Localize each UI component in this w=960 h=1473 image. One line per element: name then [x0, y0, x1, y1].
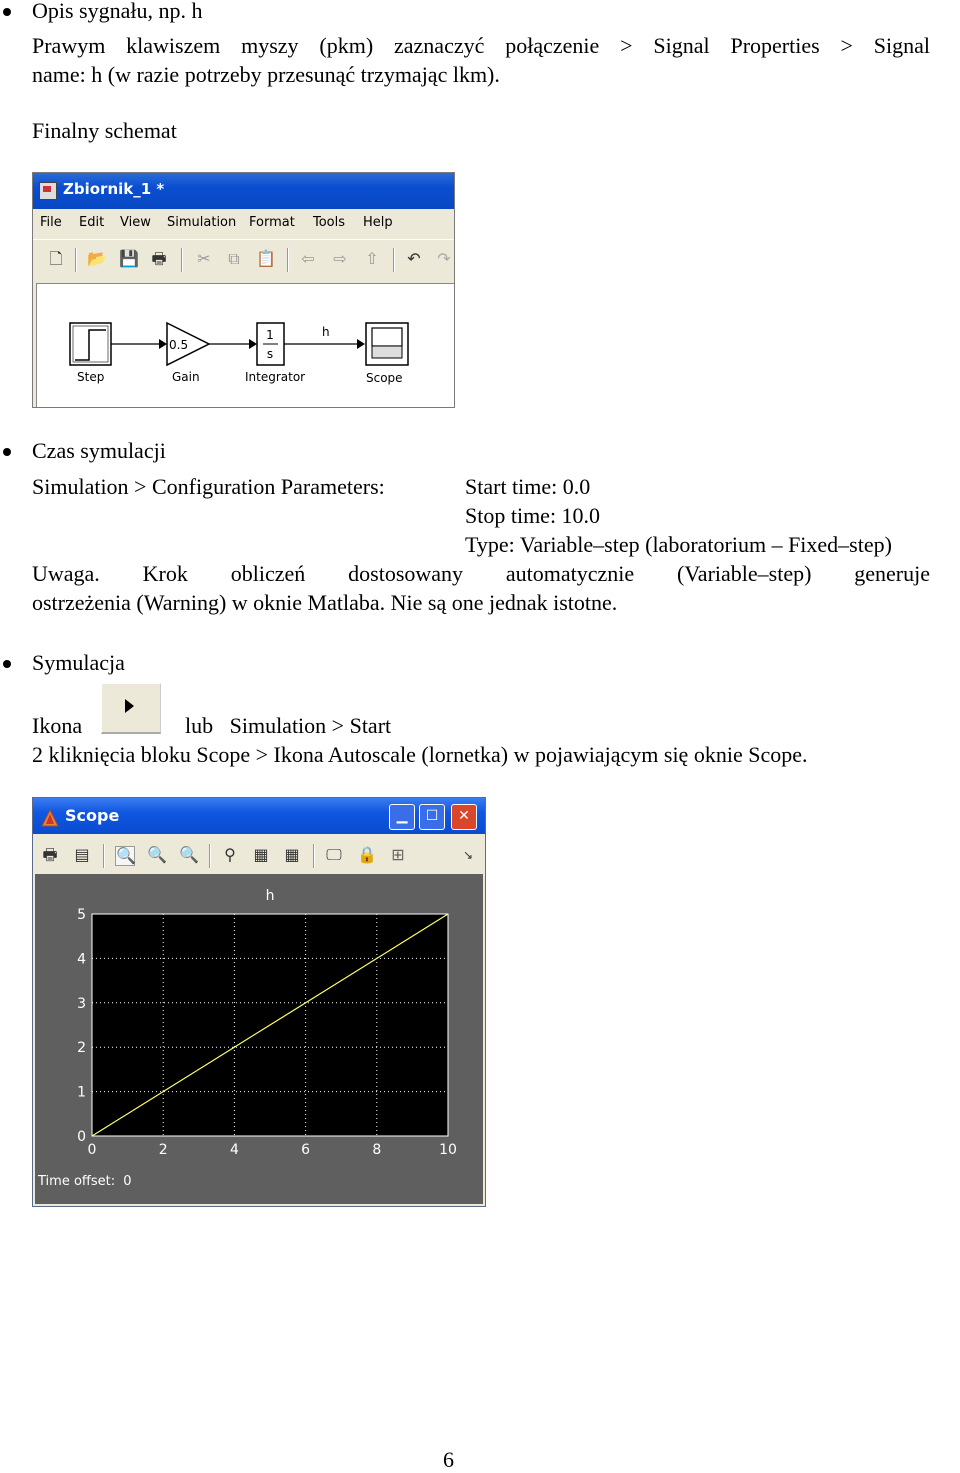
model-canvas[interactable]: [36, 283, 454, 407]
scope-titlebar[interactable]: [33, 798, 485, 834]
menu-tools[interactable]: Tools: [313, 215, 346, 230]
close-button[interactable]: ✕: [451, 804, 477, 830]
block-diagram: [37, 284, 455, 408]
toolbar-separator: [181, 248, 183, 272]
bullet2-title: Czas symulacji: [32, 438, 166, 463]
b1-word: Signal: [653, 33, 710, 58]
save-axes-icon[interactable]: ▦: [253, 845, 269, 864]
lub-simulation-start: lub Simulation > Start: [185, 713, 392, 738]
bullet1-line2: name: h (w razie potrzeby przesunąć trzymając lkm).: [32, 62, 500, 87]
sim-config-text: Simulation > Configuration Parameters:: [32, 474, 385, 499]
bullet1-title: Opis sygnału, np. h: [32, 0, 203, 23]
menu-edit[interactable]: Edit: [79, 215, 105, 230]
menu-help[interactable]: Help: [363, 215, 393, 230]
b1-word: zaznaczyć: [394, 33, 485, 58]
integrator-numerator: 1: [266, 328, 274, 342]
forward-arrow-icon[interactable]: ⇨: [333, 249, 347, 268]
parameters-icon[interactable]: ▤: [74, 845, 90, 864]
autoscale-binoculars-icon[interactable]: ⚲: [224, 845, 236, 864]
step-block[interactable]: [70, 323, 111, 365]
simulink-window: [32, 172, 455, 408]
time-offset-value: 0: [123, 1174, 132, 1189]
b1-word: klawiszem: [126, 33, 221, 58]
b1-word: (pkm): [319, 33, 374, 58]
y-tick-label: 5: [77, 907, 86, 923]
uwaga-line1: [32, 561, 930, 587]
undo-icon[interactable]: ↶: [407, 249, 421, 268]
uw-word: obliczeń: [230, 561, 306, 586]
integrator-denominator: s: [266, 347, 274, 361]
simulink-toolbar: [33, 239, 454, 280]
save-icon[interactable]: 💾: [119, 249, 139, 268]
y-tick-label: 3: [77, 995, 86, 1012]
scope-title: Scope: [65, 806, 120, 825]
copy-icon[interactable]: ⧉: [228, 249, 240, 268]
bullet-dot: [3, 660, 11, 668]
floating-scope-icon[interactable]: 🖵: [326, 845, 342, 864]
b1-word: myszy: [241, 33, 299, 58]
restore-axes-icon[interactable]: ▦: [284, 845, 300, 864]
menu-format[interactable]: Format: [249, 215, 295, 230]
step-label: Step: [77, 370, 105, 384]
bullet-dot: [3, 8, 11, 16]
x-tick-label: 8: [372, 1142, 382, 1158]
uw-word: (Variable–step): [677, 561, 812, 586]
uw-word: dostosowany: [348, 561, 464, 586]
toolbar-separator: [393, 248, 395, 272]
bullet1-line1: [32, 33, 930, 59]
time-offset-label: Time offset:: [38, 1174, 116, 1189]
up-arrow-icon[interactable]: ⇧: [365, 249, 379, 268]
toolbar-separator: [209, 844, 211, 868]
y-tick-label: 0: [77, 1129, 86, 1145]
scope-block[interactable]: [366, 323, 408, 365]
scope-app-icon: [41, 807, 59, 825]
zoom-icon[interactable]: 🔍: [116, 846, 136, 865]
toolbar-separator: [103, 844, 105, 868]
signal-label-h[interactable]: h: [322, 325, 330, 339]
uw-word: generuje: [854, 561, 931, 586]
gain-label: Gain: [172, 370, 200, 384]
paste-icon[interactable]: 📋: [256, 249, 276, 268]
signal-selection-icon[interactable]: ⊞: [391, 845, 405, 864]
b1-word: połączenie: [505, 33, 600, 58]
uw-word: automatycznie: [505, 561, 635, 586]
print-icon[interactable]: 🖶: [42, 845, 58, 864]
x-tick-label: 2: [158, 1142, 168, 1158]
lock-icon[interactable]: 🔒: [357, 845, 377, 864]
maximize-button[interactable]: ☐: [419, 804, 445, 830]
integrator-label: Integrator: [245, 370, 306, 384]
toolbar-separator: [75, 248, 77, 272]
scope-window: [32, 797, 486, 1207]
start-simulation-button[interactable]: [101, 683, 161, 734]
x-tick-label: 4: [229, 1142, 239, 1158]
open-folder-icon[interactable]: 📂: [87, 249, 107, 268]
menu-file[interactable]: File: [40, 215, 62, 230]
menu-simulation[interactable]: Simulation: [167, 215, 237, 230]
simulink-menubar: [33, 209, 454, 235]
uw-word: Krok: [142, 561, 188, 586]
b1-word: Prawym: [32, 33, 106, 58]
play-icon: [125, 699, 134, 713]
simulink-titlebar[interactable]: [33, 173, 454, 209]
uwaga-line2: ostrzeżenia (Warning) w oknie Matlaba. Nie są one jednak istotne.: [32, 590, 618, 615]
b1-word: Signal: [873, 33, 931, 58]
b1-word: >: [840, 33, 853, 58]
uw-word: Uwaga.: [32, 561, 100, 586]
start-time-text: Start time: 0.0: [465, 474, 591, 499]
print-icon[interactable]: 🖶: [151, 249, 167, 268]
b1-word: >: [620, 33, 633, 58]
scope-toolbar: [33, 836, 485, 872]
redo-icon[interactable]: ↷: [437, 249, 451, 268]
stop-time-text: Stop time: 10.0: [465, 503, 601, 528]
ikona-label: Ikona: [32, 713, 83, 738]
simulink-title: Zbiornik_1 *: [63, 180, 165, 198]
scope-label: Scope: [366, 371, 403, 385]
toolbar-separator: [313, 844, 315, 868]
back-arrow-icon[interactable]: ⇦: [301, 249, 315, 268]
time-offset: [38, 1174, 132, 1189]
zoom-y-icon[interactable]: 🔍: [179, 845, 199, 864]
x-tick-label: 0: [87, 1142, 97, 1158]
y-tick-label: 1: [77, 1084, 86, 1101]
chart-title: h: [265, 888, 275, 904]
zoom-x-icon[interactable]: 🔍: [147, 845, 167, 864]
bullet3-title: Symulacja: [32, 650, 125, 675]
y-tick-label: 2: [77, 1040, 86, 1057]
menu-view[interactable]: View: [120, 215, 151, 230]
scope-plot-area: [35, 874, 483, 1204]
gain-value: 0.5: [169, 338, 189, 352]
b1-word: Properties: [730, 33, 820, 58]
simulink-app-icon: [39, 182, 57, 200]
minimize-button[interactable]: ▁: [389, 804, 415, 830]
type-text: Type: Variable–step (laboratorium – Fixed–step): [465, 532, 892, 557]
y-tick-label: 4: [77, 951, 86, 968]
x-tick-label: 6: [301, 1142, 311, 1158]
final-schema-label: Finalny schemat: [32, 118, 177, 143]
dock-arrow-icon[interactable]: ↘: [462, 848, 474, 862]
bullet-dot: [3, 448, 11, 456]
scope-instruction: 2 kliknięcia bloku Scope > Ikona Autoscale (lornetka) w pojawiającym się oknie Scope.: [32, 742, 808, 767]
cut-icon[interactable]: ✂: [197, 249, 211, 268]
toolbar-separator: [287, 248, 289, 272]
page-number: 6: [443, 1447, 454, 1472]
x-tick-label: 10: [439, 1142, 457, 1158]
scope-chart: [35, 874, 483, 1204]
new-file-icon[interactable]: 🗋: [49, 249, 63, 268]
